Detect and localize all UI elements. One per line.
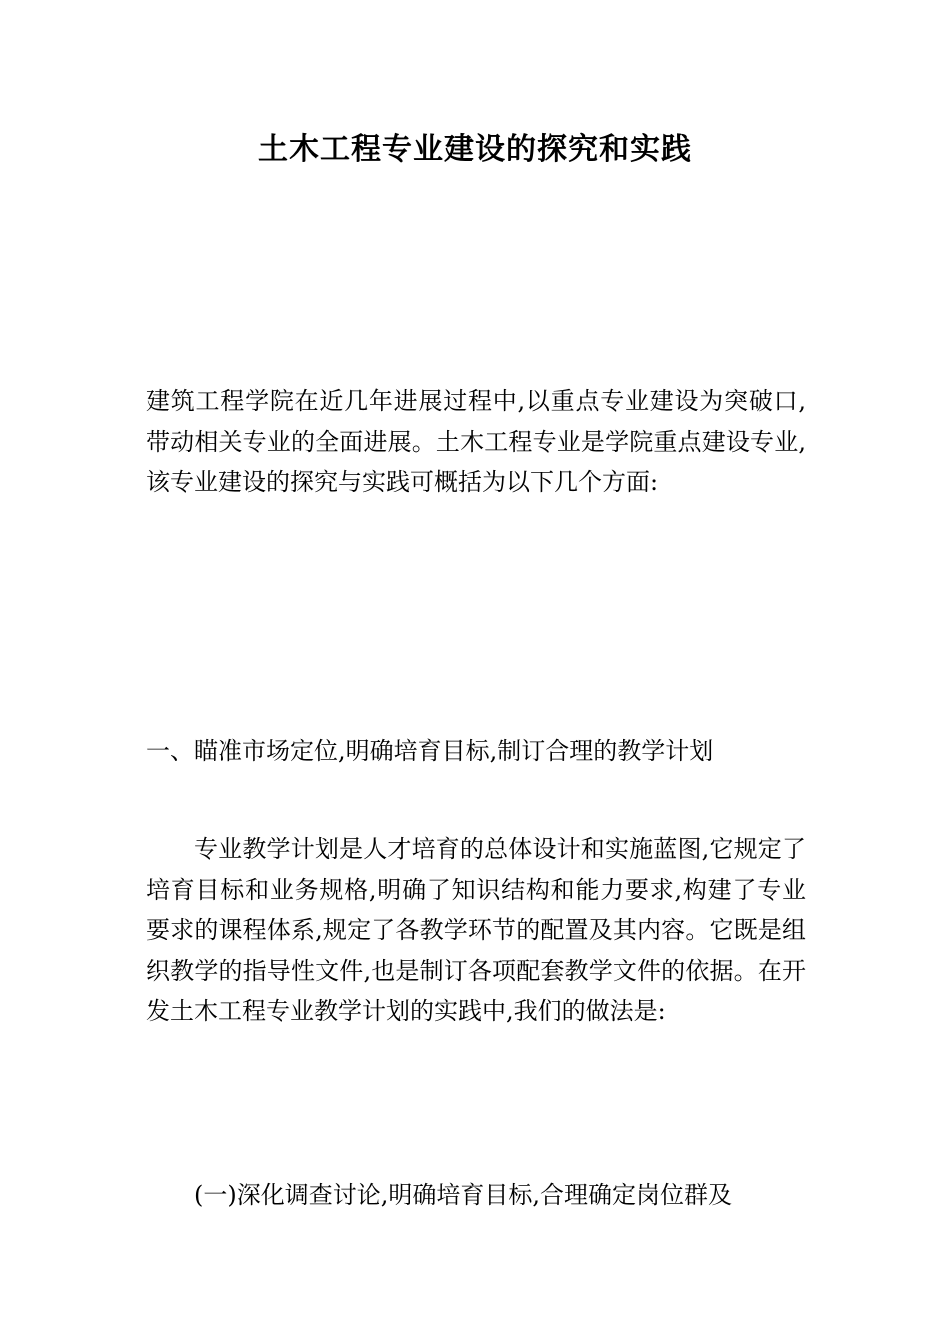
body-paragraph-1: 专业教学计划是人才培育的总体设计和实施蓝图,它规定了培育目标和业务规格,明确了知识结构和能力要求,构建了专业要求的课程体系,规定了各教学环节的配置及其内容。它既是组织教学的指导性文件,也是制订各项配套教学文件的依据。在开发土木工程专业教学计划的实践中,我们的做法是:	[146, 835, 806, 1025]
document-title: 土木工程专业建设的探究和实践	[258, 132, 692, 167]
intro-paragraph: 建筑工程学院在近几年进展过程中,以重点专业建设为突破口,带动相关专业的全面进展。土木工程专业是学院重点建设专业,该专业建设的探究与实践可概括为以下几个方面:	[146, 387, 806, 496]
section-heading-1: 一、瞄准市场定位,明确培育目标,制订合理的教学计划	[146, 737, 714, 765]
subsection-heading-1: (一)深化调查讨论,明确培育目标,合理确定岗位群及	[194, 1181, 732, 1209]
